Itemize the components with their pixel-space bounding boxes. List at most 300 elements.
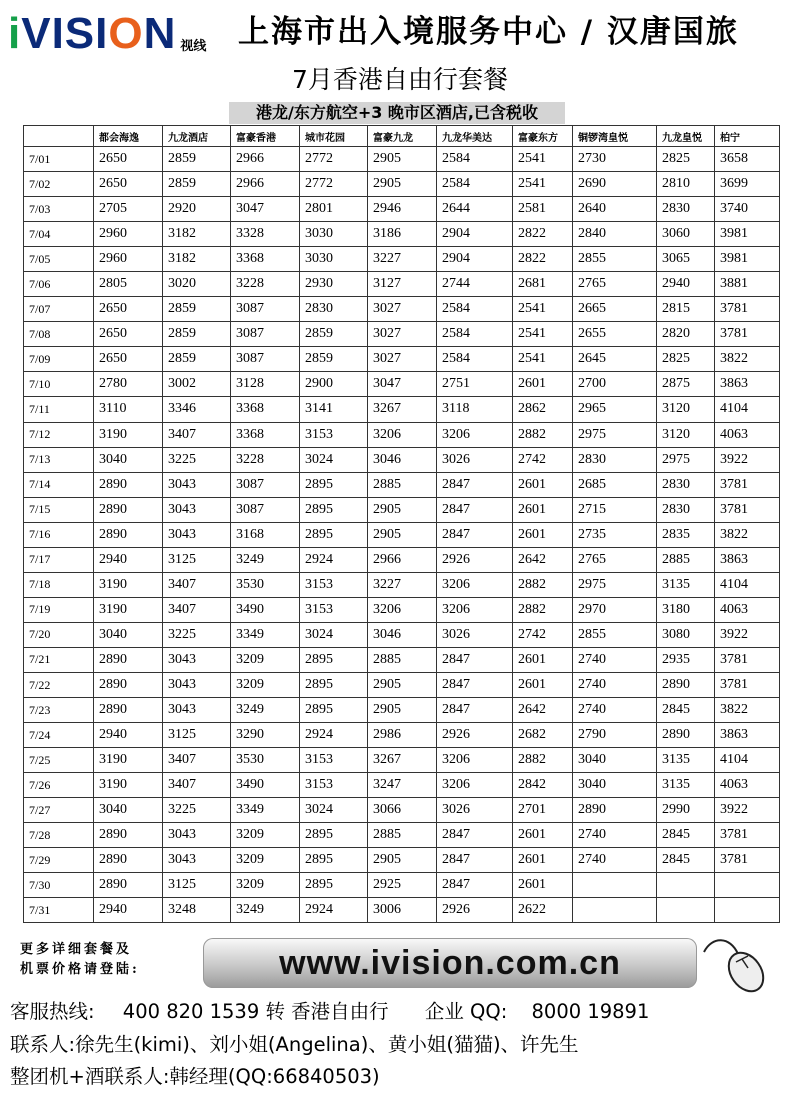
price-cell: 2970 [573,597,657,622]
price-cell: 2966 [231,172,300,197]
price-cell: 2740 [573,672,657,697]
price-cell: 3128 [231,372,300,397]
table-row [24,447,780,472]
price-cell: 2859 [300,322,368,347]
price-cell: 2810 [657,172,715,197]
price-cell: 3006 [368,898,437,923]
date-cell: 7/08 [24,322,94,347]
price-cell: 2859 [163,297,231,322]
price-cell: 3328 [231,222,300,247]
group-contact-line: 整团机+酒联系人:韩经理(QQ:66840503) [10,1065,380,1088]
price-cell: 2830 [573,447,657,472]
price-cell: 3190 [94,422,163,447]
price-cell: 2904 [437,247,513,272]
price-cell: 3043 [163,647,231,672]
price-cell: 2900 [300,372,368,397]
price-cell: 2890 [657,672,715,697]
price-cell: 3027 [368,322,437,347]
table-row [24,622,780,647]
price-cell: 2601 [513,672,573,697]
price-cell: 2960 [94,222,163,247]
table-row [24,422,780,447]
price-cell: 3024 [300,622,368,647]
date-cell: 7/12 [24,422,94,447]
price-cell: 2845 [657,698,715,723]
table-row [24,347,780,372]
price-cell: 2581 [513,197,573,222]
table-row [24,372,780,397]
price-cell: 2890 [94,848,163,873]
price-cell: 3228 [231,272,300,297]
price-cell: 2885 [368,823,437,848]
price-cell: 3881 [715,272,780,297]
price-cell: 2975 [573,572,657,597]
price-cell: 3206 [437,597,513,622]
price-cell: 2895 [300,472,368,497]
price-cell: 3190 [94,748,163,773]
organization-name: 上海市出入境服务中心 / 汉唐国旅 [238,14,739,50]
price-cell: 3135 [657,773,715,798]
price-cell: 3110 [94,397,163,422]
price-cell: 2890 [94,472,163,497]
price-cell: 3026 [437,622,513,647]
price-cell: 2926 [437,547,513,572]
price-cell: 2940 [94,898,163,923]
price-cell: 3225 [163,798,231,823]
price-cell: 3490 [231,773,300,798]
date-cell: 7/14 [24,472,94,497]
price-cell: 2924 [300,547,368,572]
table-row [24,873,780,898]
price-cell: 4063 [715,422,780,447]
price-cell: 2740 [573,647,657,672]
price-cell: 3209 [231,873,300,898]
price-cell: 3249 [231,898,300,923]
price-cell: 2986 [368,723,437,748]
price-cell: 3368 [231,247,300,272]
date-cell: 7/09 [24,347,94,372]
price-cell: 2742 [513,447,573,472]
price-cell: 2882 [513,597,573,622]
date-cell: 7/11 [24,397,94,422]
price-cell: 3781 [715,647,780,672]
price-cell: 3180 [657,597,715,622]
price-cell: 3141 [300,397,368,422]
price-cell: 2682 [513,723,573,748]
price-cell: 3981 [715,247,780,272]
price-cell: 3043 [163,698,231,723]
price-cell: 3125 [163,723,231,748]
date-cell: 7/01 [24,147,94,172]
price-cell: 2765 [573,272,657,297]
price-cell: 3206 [368,597,437,622]
price-cell: 2601 [513,848,573,873]
price-cell: 4063 [715,597,780,622]
price-cell: 3228 [231,447,300,472]
price-cell: 2935 [657,647,715,672]
price-cell: 3024 [300,798,368,823]
price-cell: 3206 [368,422,437,447]
date-cell: 7/15 [24,497,94,522]
price-cell [657,898,715,923]
price-cell: 2642 [513,698,573,723]
price-cell: 2541 [513,347,573,372]
price-cell: 3153 [300,572,368,597]
price-cell: 3781 [715,848,780,873]
price-table [23,125,780,923]
date-cell: 7/03 [24,197,94,222]
price-cell: 3135 [657,572,715,597]
price-cell: 2740 [573,848,657,873]
price-cell: 3227 [368,247,437,272]
price-cell: 2730 [573,147,657,172]
price-cell: 2815 [657,297,715,322]
package-subtitle: 港龙/东方航空+3 晚市区酒店,已含税收 [229,102,565,124]
table-row [24,748,780,773]
date-cell: 7/23 [24,698,94,723]
price-cell: 2905 [368,522,437,547]
table-row [24,197,780,222]
price-cell: 2895 [300,672,368,697]
table-row [24,597,780,622]
price-cell: 2940 [657,272,715,297]
price-cell: 3249 [231,547,300,572]
price-cell: 3206 [437,748,513,773]
price-cell: 2780 [94,372,163,397]
price-cell: 2855 [573,622,657,647]
price-cell: 3346 [163,397,231,422]
price-cell: 3153 [300,773,368,798]
price-cell: 2805 [94,272,163,297]
price-cell: 2925 [368,873,437,898]
price-cell: 2966 [231,147,300,172]
price-cell: 2650 [94,172,163,197]
price-cell: 2655 [573,322,657,347]
column-header [24,126,94,147]
price-cell: 3349 [231,798,300,823]
price-cell: 3120 [657,397,715,422]
price-cell: 2895 [300,823,368,848]
price-cell: 3781 [715,497,780,522]
price-cell: 3368 [231,397,300,422]
price-cell: 2541 [513,147,573,172]
price-cell: 2584 [437,347,513,372]
price-cell: 3043 [163,848,231,873]
price-cell: 2685 [573,472,657,497]
table-row [24,572,780,597]
price-cell: 2885 [368,472,437,497]
table-row [24,297,780,322]
price-cell: 2924 [300,898,368,923]
promo-line-1: 更多详细套餐及 [20,942,133,957]
price-cell: 3027 [368,347,437,372]
website-url[interactable]: www.ivision.com.cn [279,943,621,982]
price-cell: 2541 [513,172,573,197]
price-cell: 2975 [657,447,715,472]
price-cell: 3087 [231,472,300,497]
price-cell: 2940 [94,547,163,572]
ivision-logo [8,8,206,56]
price-cell [573,873,657,898]
promo-text [20,940,190,980]
price-cell: 2875 [657,372,715,397]
price-cell: 3027 [368,297,437,322]
price-cell: 2990 [657,798,715,823]
price-cell: 3190 [94,572,163,597]
price-cell: 2822 [513,222,573,247]
price-cell: 3026 [437,447,513,472]
price-cell: 2765 [573,547,657,572]
price-cell [657,873,715,898]
logo-wordmark: iVISION [8,9,177,58]
price-cell: 2601 [513,472,573,497]
price-cell: 3781 [715,672,780,697]
price-cell: 2890 [94,823,163,848]
price-cell: 3046 [368,447,437,472]
price-cell: 3040 [94,622,163,647]
price-cell: 2772 [300,172,368,197]
price-cell: 2885 [657,547,715,572]
price-cell: 3530 [231,748,300,773]
price-cell: 4063 [715,773,780,798]
date-cell: 7/28 [24,823,94,848]
price-cell: 3407 [163,422,231,447]
price-cell: 2847 [437,698,513,723]
date-cell: 7/19 [24,597,94,622]
column-header: 九龙酒店 [163,126,231,147]
price-cell: 2946 [368,197,437,222]
price-cell: 2584 [437,147,513,172]
price-cell: 2890 [657,723,715,748]
price-cell: 3206 [437,773,513,798]
price-cell: 2822 [513,247,573,272]
price-cell: 2700 [573,372,657,397]
price-cell: 3863 [715,547,780,572]
price-cell: 2840 [573,222,657,247]
price-cell: 2930 [300,272,368,297]
price-cell: 2924 [300,723,368,748]
price-cell: 3349 [231,622,300,647]
price-cell: 2926 [437,723,513,748]
price-cell: 3120 [657,422,715,447]
table-row [24,522,780,547]
price-cell: 3047 [368,372,437,397]
price-cell: 3781 [715,297,780,322]
price-cell: 4104 [715,572,780,597]
price-cell: 3407 [163,572,231,597]
date-cell: 7/25 [24,748,94,773]
date-cell: 7/29 [24,848,94,873]
price-cell: 2650 [94,322,163,347]
table-row [24,798,780,823]
contacts-line: 联系人:徐先生(kimi)、刘小姐(Angelina)、黄小姐(猫猫)、许先生 [10,1033,579,1056]
price-cell: 2801 [300,197,368,222]
table-row [24,823,780,848]
table-row [24,147,780,172]
price-cell: 2882 [513,422,573,447]
date-cell: 7/22 [24,672,94,697]
price-cell: 3922 [715,798,780,823]
price-cell: 3153 [300,597,368,622]
price-cell: 2584 [437,297,513,322]
price-cell: 3020 [163,272,231,297]
column-header: 铜锣湾皇悦 [573,126,657,147]
date-cell: 7/10 [24,372,94,397]
table-row [24,547,780,572]
price-cell: 3249 [231,698,300,723]
price-cell: 3135 [657,748,715,773]
price-cell: 3267 [368,748,437,773]
price-cell [573,898,657,923]
date-cell: 7/30 [24,873,94,898]
price-cell: 3087 [231,347,300,372]
price-cell: 3209 [231,672,300,697]
price-cell: 2859 [300,347,368,372]
price-cell: 2642 [513,547,573,572]
price-cell [715,873,780,898]
price-cell: 3822 [715,698,780,723]
price-cell: 2855 [573,247,657,272]
price-cell: 2820 [657,322,715,347]
price-cell: 2975 [573,422,657,447]
price-cell: 2690 [573,172,657,197]
date-cell: 7/31 [24,898,94,923]
column-header: 都会海逸 [94,126,163,147]
table-row [24,848,780,873]
price-cell: 3153 [300,422,368,447]
price-cell: 3065 [657,247,715,272]
price-cell: 3981 [715,222,780,247]
price-cell: 2859 [163,347,231,372]
price-cell: 2847 [437,522,513,547]
price-cell: 3186 [368,222,437,247]
price-cell: 2890 [94,873,163,898]
price-cell: 3206 [437,422,513,447]
column-header: 富豪东方 [513,126,573,147]
price-cell: 3407 [163,597,231,622]
price-cell: 2847 [437,823,513,848]
price-cell: 2735 [573,522,657,547]
hotline-label: 客服热线: [10,1000,95,1023]
price-cell: 3247 [368,773,437,798]
price-cell: 2890 [94,672,163,697]
price-cell: 2905 [368,848,437,873]
price-cell: 2960 [94,247,163,272]
price-cell: 2701 [513,798,573,823]
price-cell: 2885 [368,647,437,672]
price-cell: 2830 [300,297,368,322]
price-cell: 2744 [437,272,513,297]
logo-subtitle: 视线 [180,39,207,54]
date-cell: 7/17 [24,547,94,572]
price-cell: 2740 [573,823,657,848]
price-cell: 2645 [573,347,657,372]
price-cell: 2890 [94,647,163,672]
price-cell: 3658 [715,147,780,172]
price-cell: 2895 [300,497,368,522]
price-cell: 3227 [368,572,437,597]
price-cell: 3209 [231,647,300,672]
price-cell: 2751 [437,372,513,397]
price-cell: 2601 [513,497,573,522]
price-cell: 2650 [94,347,163,372]
price-cell: 3024 [300,447,368,472]
price-cell: 4104 [715,748,780,773]
table-header-row [24,126,780,147]
price-cell: 3002 [163,372,231,397]
price-cell: 4104 [715,397,780,422]
price-cell: 2825 [657,147,715,172]
price-cell: 3087 [231,297,300,322]
price-cell: 3225 [163,622,231,647]
table-row [24,172,780,197]
price-cell: 2905 [368,672,437,697]
price-cell: 2895 [300,848,368,873]
date-cell: 7/13 [24,447,94,472]
price-cell: 2847 [437,647,513,672]
price-cell: 3490 [231,597,300,622]
price-cell: 2940 [94,723,163,748]
price-cell: 2847 [437,873,513,898]
website-banner[interactable] [203,938,697,988]
column-header: 九龙皇悦 [657,126,715,147]
price-cell: 2890 [94,522,163,547]
price-cell: 3040 [94,798,163,823]
price-cell: 3190 [94,773,163,798]
price-cell: 3087 [231,322,300,347]
price-cell: 2895 [300,873,368,898]
price-cell: 2926 [437,898,513,923]
price-cell: 3046 [368,622,437,647]
price-cell: 3206 [437,572,513,597]
price-cell: 2681 [513,272,573,297]
date-cell: 7/02 [24,172,94,197]
package-title: 7月香港自由行套餐 [292,65,508,94]
price-cell: 2640 [573,197,657,222]
price-cell: 2905 [368,172,437,197]
price-cell: 2895 [300,647,368,672]
price-cell: 2584 [437,322,513,347]
price-cell: 3060 [657,222,715,247]
hotline-number: 400 820 1539 转 香港自由行 [122,1000,389,1023]
price-cell: 2740 [573,698,657,723]
date-cell: 7/20 [24,622,94,647]
price-cell: 3407 [163,773,231,798]
table-row [24,472,780,497]
table-row [24,397,780,422]
price-cell [715,898,780,923]
price-cell: 2705 [94,197,163,222]
table-row [24,773,780,798]
price-cell: 3182 [163,247,231,272]
price-cell: 3822 [715,347,780,372]
price-cell: 2622 [513,898,573,923]
price-cell: 2904 [437,222,513,247]
price-cell: 2790 [573,723,657,748]
price-cell: 3168 [231,522,300,547]
price-cell: 3043 [163,472,231,497]
price-cell: 3026 [437,798,513,823]
price-cell: 2890 [94,497,163,522]
price-cell: 2890 [94,698,163,723]
price-cell: 3781 [715,823,780,848]
price-cell: 3043 [163,672,231,697]
price-cell: 2584 [437,172,513,197]
price-cell: 3699 [715,172,780,197]
price-cell: 2742 [513,622,573,647]
table-row [24,322,780,347]
price-cell: 3922 [715,622,780,647]
